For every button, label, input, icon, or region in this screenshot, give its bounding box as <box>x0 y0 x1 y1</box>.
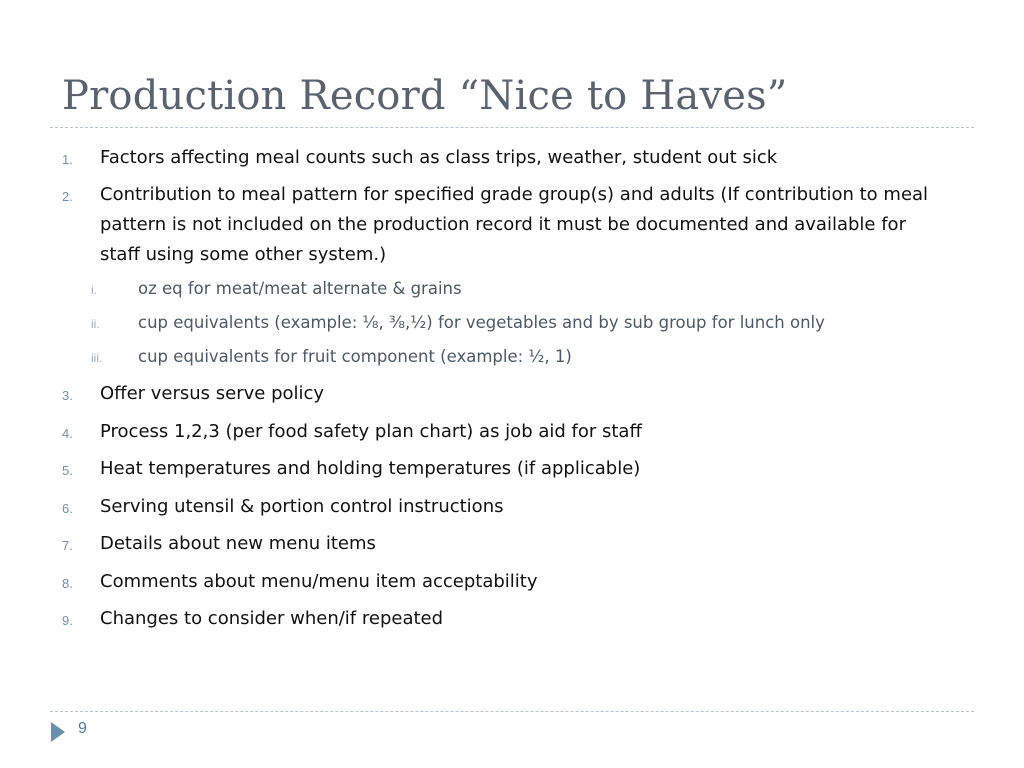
list-item-text <box>100 180 1012 270</box>
sub-list-marker: ii. <box>91 317 100 331</box>
triangle-arrow-icon <box>51 722 65 742</box>
sub-list-marker: iii. <box>91 351 103 365</box>
page-number: 9 <box>78 720 87 737</box>
list-number: 2. <box>62 189 73 204</box>
slide-title: Production Record “Nice to Haves” <box>62 73 788 119</box>
list-item-text-line: Contribution to meal pattern for specified grade group(s) and adults (If contribution to meal <box>100 184 929 205</box>
list-item-text: Comments about menu/menu item acceptability <box>100 571 538 592</box>
list-number: 7. <box>62 538 73 553</box>
sub-list-item-text: cup equivalents (example: ⅛, ⅜,½) for vegetables and by sub group for lunch only <box>138 313 825 332</box>
list-item-text: Process 1,2,3 (per food safety plan chart) as job aid for staff <box>100 421 642 442</box>
list-item-text: Factors affecting meal counts such as class trips, weather, student out sick <box>100 147 778 168</box>
sub-list-marker: i. <box>91 283 97 297</box>
list-number: 5. <box>62 463 73 478</box>
sub-list-item-text: oz eq for meat/meat alternate & grains <box>138 279 462 298</box>
list-item-text: Changes to consider when/if repeated <box>100 608 444 629</box>
footer-divider <box>50 711 974 712</box>
list-item-text-line: pattern is not included on the production record it must be documented and available for <box>100 214 906 235</box>
list-number: 6. <box>62 501 73 516</box>
list-item-text-line: staff using some other system.) <box>100 244 387 265</box>
list-item-text: Heat temperatures and holding temperatures (if applicable) <box>100 458 641 479</box>
list-number: 8. <box>62 576 73 591</box>
sub-list-item-text: cup equivalents for fruit component (example: ½, 1) <box>138 347 572 366</box>
list-item-text: Details about new menu items <box>100 533 376 554</box>
list-number: 1. <box>62 152 73 167</box>
list-item-text: Offer versus serve policy <box>100 383 325 404</box>
list-number: 4. <box>62 426 73 441</box>
list-item-text: Serving utensil & portion control instructions <box>100 496 504 517</box>
list-number: 9. <box>62 613 73 628</box>
list-number: 3. <box>62 388 73 403</box>
